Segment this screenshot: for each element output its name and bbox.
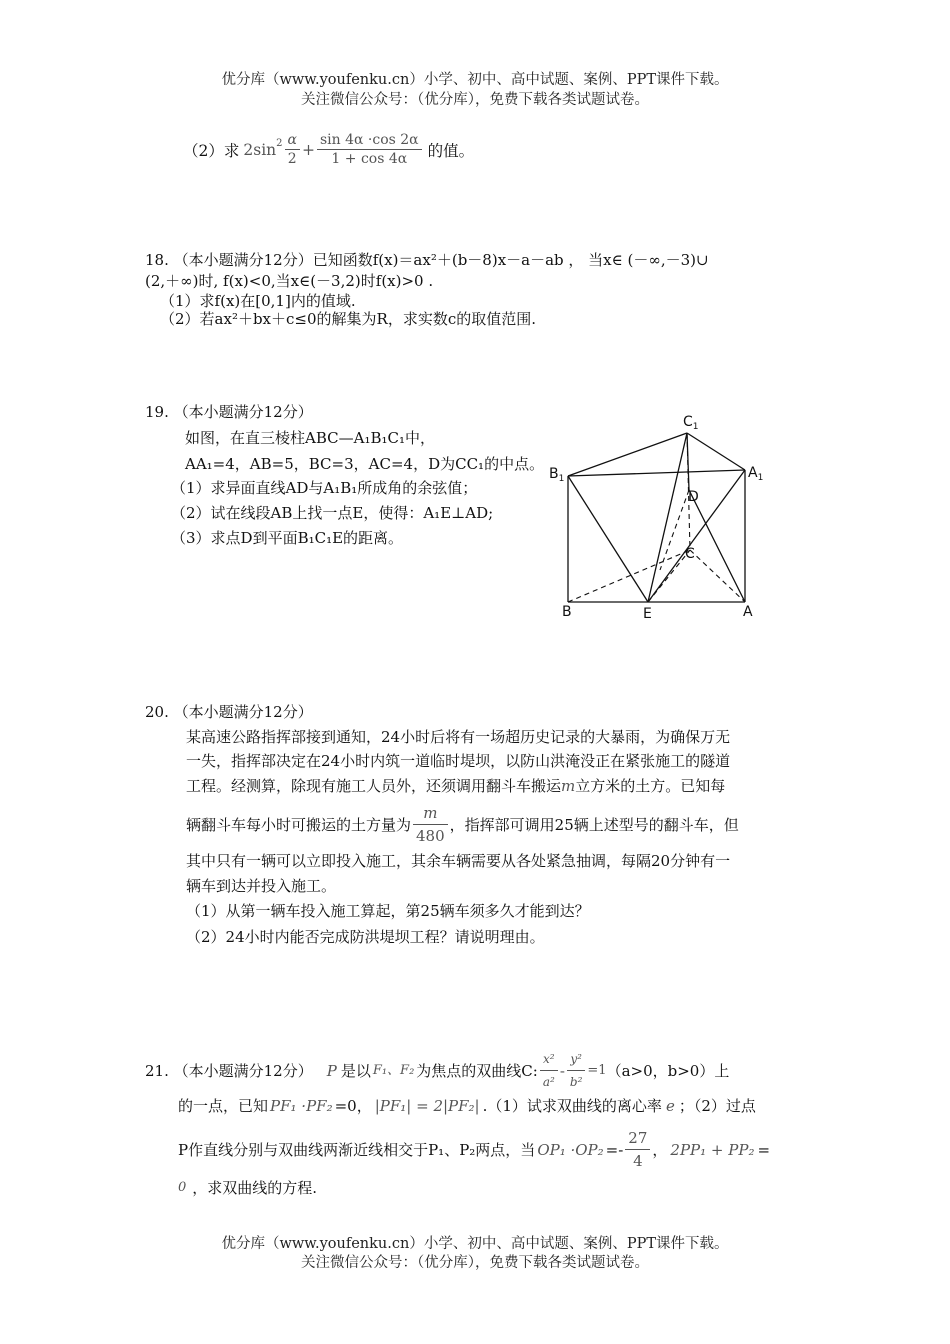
q21-p: P <box>326 1061 337 1080</box>
q20-line1: 某高速公路指挥部接到通知，24小时后将有一场超历史记录的大暴雨，为确保万无 <box>186 728 731 746</box>
hidden-edge-ca <box>690 550 745 602</box>
q21-minus: - <box>559 1061 565 1080</box>
q20-sub1: （1）从第一辆车投入施工算起，第25辆车须多久才能到达？ <box>186 902 590 920</box>
q17-frac2 <box>317 132 422 167</box>
q21-frac-x <box>540 1049 558 1092</box>
q21-line3 <box>178 1128 770 1171</box>
q21-dot1: PF₁ ·PF₂ <box>270 1097 333 1115</box>
q17-frac1-num: α <box>285 132 300 150</box>
q21-dot2: OP₁ ·OP₂ <box>537 1140 604 1159</box>
q21-zero: 0 <box>178 1180 187 1195</box>
q17-part2 <box>183 132 474 167</box>
q21-t2: 为焦点的双曲线C: <box>416 1061 538 1080</box>
q21-l2-c: .（1）试求双曲线的离心率 <box>482 1097 662 1115</box>
q21-cond: （a>0，b>0）上 <box>606 1061 730 1080</box>
q21-e: e <box>665 1097 675 1115</box>
q20-sub2: （2）24小时内能否完成防洪堤坝工程？请说明理由。 <box>186 928 545 946</box>
q17-suffix: 的值。 <box>427 141 475 160</box>
q21-frac-y <box>567 1049 586 1092</box>
q21-l2-b: =0， <box>334 1097 372 1115</box>
q18-line4: （2）若ax²＋bx＋c≤0的解集为R，求实数c的取值范围. <box>160 310 536 328</box>
label-b1: $B_1$ <box>549 466 565 484</box>
q21-title: 21. （本小题满分12分） <box>145 1061 313 1080</box>
edge-b1c1 <box>568 433 687 476</box>
q17-frac1 <box>285 132 300 167</box>
q18-line3: （1）求f(x)在[0,1]内的值域. <box>160 292 356 310</box>
footer-line-1: 优分库（www.youfenku.cn）小学、初中、高中试题、案例、PPT课件下载。 <box>221 1236 729 1252</box>
q21-fx-den: a² <box>542 1075 555 1089</box>
q21-l3-a: P作直线分别与双曲线两渐近线相交于P₁、P₂两点，当 <box>178 1140 536 1159</box>
q19-line2: AA₁=4，AB=5，BC=3，AC=4，D为CC₁的中点。 <box>185 455 545 473</box>
label-c: C <box>685 546 695 562</box>
q21-t1: 是以 <box>340 1061 371 1080</box>
q21-l2-a: 的一点，已知 <box>178 1097 269 1115</box>
q20-line3-a: 工程。经测算，除现有施工人员外，还须调用翻斗车搬运 <box>186 777 562 795</box>
q21-fy-num: y² <box>567 1049 586 1071</box>
q21-absrel: |PF₁| = 2|PF₂| <box>374 1097 480 1115</box>
q21-line4 <box>178 1178 317 1198</box>
q17-plus: + <box>301 140 315 159</box>
q20-line3-b: 立方米的土方。已知每 <box>575 777 726 795</box>
q18-line1: 18. （本小题满分12分）已知函数f(x)＝ax²＋(b－8)x－a－ab ， 当x∈ (－∞,－3)∪ <box>145 251 709 269</box>
q19-line5: （3）求点D到平面B₁C₁E的距离。 <box>171 529 404 547</box>
label-b: B <box>562 604 572 620</box>
label-c1: $C_1$ <box>683 414 699 432</box>
q20-line4-a: 辆翻斗车每小时可搬运的土方量为 <box>186 815 412 834</box>
q18-line2: (2,＋∞)时, f(x)<0,当x∈(－3,2)时f(x)>0 . <box>145 272 434 290</box>
q21-line2 <box>178 1096 756 1116</box>
footer-line-2: 关注微信公众号：（优分库），免费下载各类试题试卷。 <box>301 1255 649 1271</box>
prism-figure <box>540 410 780 625</box>
q17-frac1-den: 2 <box>287 151 297 167</box>
q20-line2: 一失，指挥部决定在24小时内筑一道临时堤坝，以防山洪淹没正在紧张施工的隧道 <box>186 752 731 770</box>
q20-var-m: m <box>561 777 576 795</box>
segment-c1e <box>648 433 687 602</box>
q21-line1 <box>145 1049 729 1092</box>
label-d: D <box>688 489 699 505</box>
q21-foci: F₁、F₂ <box>372 1062 415 1078</box>
q21-frac-num: 27 <box>625 1128 650 1150</box>
q21-l3-eq: =- <box>605 1140 624 1159</box>
q20-line4-b: ，指挥部可调用25辆上述型号的翻斗车，但 <box>449 815 739 834</box>
q17-expr-lead: 2sin <box>243 140 277 159</box>
hidden-edge-bc <box>568 550 690 602</box>
q20-frac-num: m <box>413 803 448 825</box>
q17-expr-sup: 2 <box>276 138 283 149</box>
q20-line6: 辆车到达并投入施工。 <box>186 877 337 895</box>
header-line-1: 优分库（www.youfenku.cn）小学、初中、高中试题、案例、PPT课件下载。 <box>221 72 729 88</box>
segment-da <box>689 490 745 602</box>
q17-frac2-num: sin 4α ·cos 2α <box>317 132 422 150</box>
q19-line1: 如图，在直三棱柱ABC—A₁B₁C₁中， <box>185 429 435 447</box>
q20-line3 <box>186 776 725 796</box>
q21-eq: =1 <box>587 1062 607 1078</box>
label-a: A <box>743 604 753 620</box>
q21-frac <box>625 1128 650 1171</box>
q21-l3-b: ， <box>652 1140 668 1159</box>
edge-c1a1 <box>687 433 745 470</box>
q19-line3: （1）求异面直线AD与A₁B₁所成角的余弦值； <box>171 479 478 497</box>
q20-line4 <box>186 803 739 846</box>
q21-vec: 2PP₁ + PP₂ <box>670 1140 755 1159</box>
label-a1: $A_1$ <box>748 465 764 483</box>
q17-frac2-den: 1 + cos 4α <box>331 151 408 167</box>
q19-title: 19. （本小题满分12分） <box>145 403 313 421</box>
edge-b1a1 <box>568 470 745 476</box>
q20-line5: 其中只有一辆可以立即投入施工，其余车辆需要从各处紧急抽调，每隔20分钟有一 <box>186 852 731 870</box>
segment-b1e <box>568 476 648 602</box>
q21-l3-c: = <box>757 1140 771 1159</box>
q21-l2-d: ；（2）过点 <box>678 1097 756 1115</box>
q17-prefix: （2）求 <box>183 141 240 160</box>
q21-frac-den: 4 <box>633 1152 643 1170</box>
q20-title: 20. （本小题满分12分） <box>145 703 313 721</box>
q20-frac <box>413 803 448 846</box>
label-e: E <box>643 606 652 622</box>
q21-l4-b: ，求双曲线的方程. <box>192 1179 318 1197</box>
q21-fx-num: x² <box>540 1049 558 1071</box>
q21-fy-den: b² <box>569 1075 583 1089</box>
header-line-2: 关注微信公众号：（优分库），免费下载各类试题试卷。 <box>301 92 649 108</box>
q20-frac-den: 480 <box>416 827 445 845</box>
q19-line4: （2）试在线段AB上找一点E，使得：A₁E⊥AD; <box>171 504 494 522</box>
